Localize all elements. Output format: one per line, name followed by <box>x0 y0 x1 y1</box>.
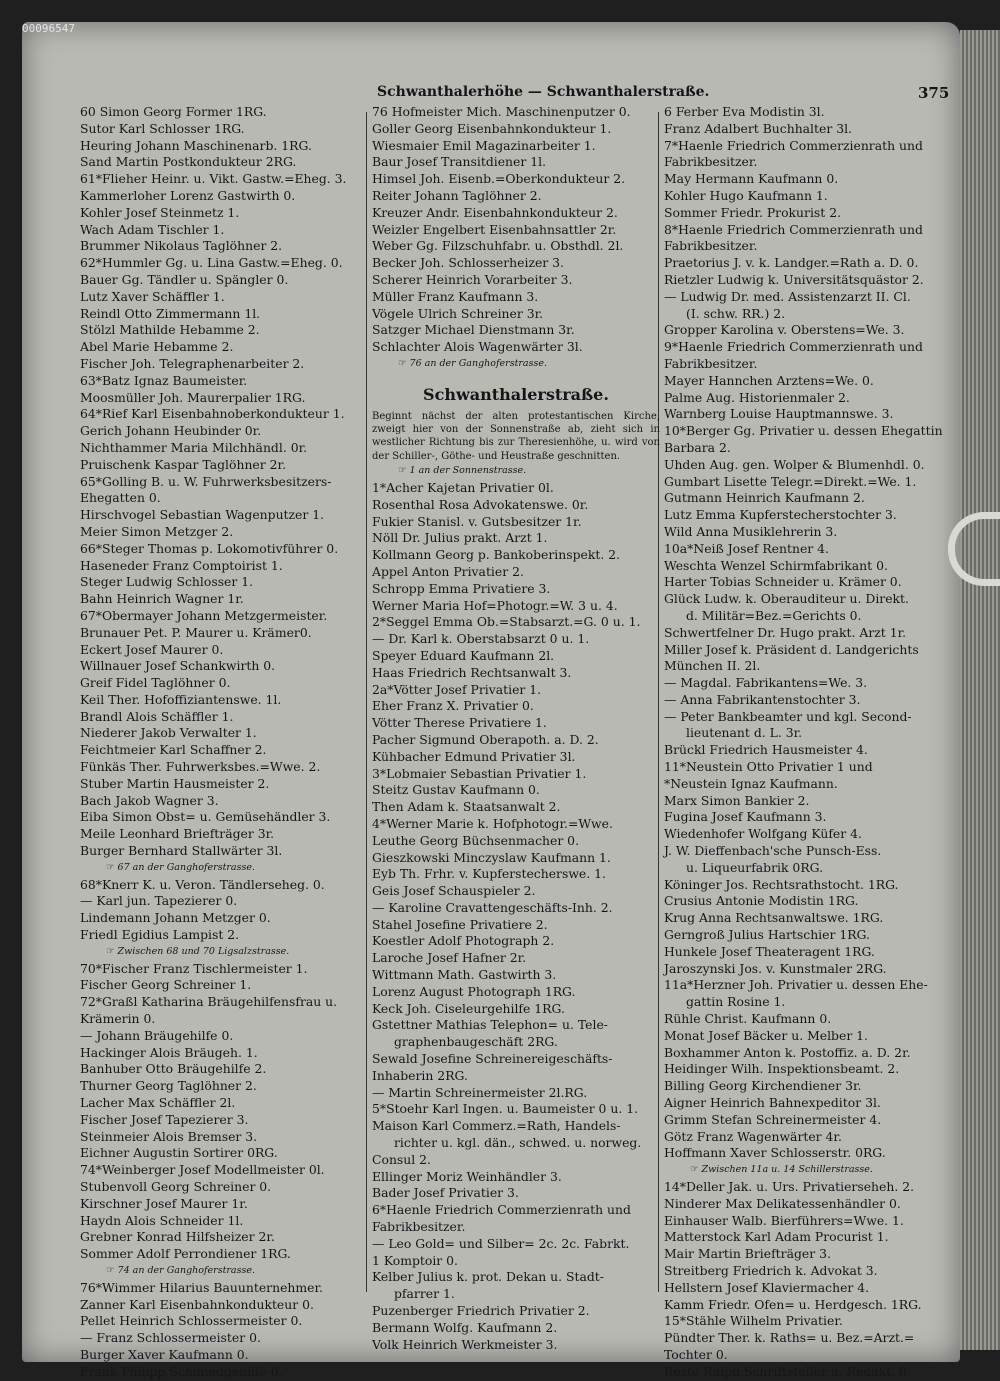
directory-entry: Keck Joh. Ciseleurgehilfe 1RG. <box>372 1000 565 1016</box>
directory-entry: Reindl Otto Zimmermann 1l. <box>80 305 261 321</box>
directory-entry: 61*Flieher Heinr. u. Vikt. Gastw.=Eheg. 3. <box>80 171 347 187</box>
directory-entry: Baur Josef Transitdiener 1l. <box>372 154 547 170</box>
directory-entry: Kamm Friedr. Ofen= u. Herdgesch. 1RG. <box>664 1296 922 1312</box>
directory-entry: Vötter Therese Privatiere 1. <box>372 715 547 731</box>
directory-entry: Bader Josef Privatier 3. <box>372 1185 519 1201</box>
directory-entry: Bach Jakob Wagner 3. <box>80 792 219 808</box>
directory-entry: 76 Hofmeister Mich. Maschinenputzer 0. <box>372 104 631 119</box>
directory-entry: 67*Obermayer Johann Metzgermeister. <box>80 607 328 623</box>
directory-entry: Fabrikbesitzer. <box>664 154 758 170</box>
directory-entry: — Franz Schlossermeister 0. <box>80 1330 261 1346</box>
directory-entry: Frank Philipp Schmiedgehilfe 0. <box>80 1363 283 1379</box>
directory-entry: Fabrikbesitzer. <box>664 355 758 371</box>
directory-entry: Bahn Heinrich Wagner 1r. <box>80 591 244 607</box>
directory-entry: Brunauer Pet. P. Maurer u. Krämer0. <box>80 624 312 640</box>
directory-entry: u. Liqueurfabrik 0RG. <box>686 859 824 875</box>
directory-entry: 2*Seggel Emma Ob.=Stabsarzt.=G. 0 u. 1. <box>372 614 641 630</box>
directory-entry: Pellet Heinrich Schlossermeister 0. <box>80 1313 303 1329</box>
directory-entry: Sommer Friedr. Prokurist 2. <box>664 204 842 220</box>
directory-entry: Haas Friedrich Rechtsanwalt 3. <box>372 664 572 680</box>
directory-entry: Willnauer Josef Schankwirth 0. <box>80 658 276 674</box>
directory-entry: Inhaberin 2RG. <box>372 1067 468 1083</box>
column-middle <box>372 104 660 1353</box>
directory-entry: Weizler Engelbert Eisenbahnsattler 2r. <box>372 221 617 237</box>
directory-entry: Einhauser Walb. Bierführers=Wwe. 1. <box>664 1212 904 1228</box>
directory-entry: Mair Martin Briefträger 3. <box>664 1246 831 1262</box>
directory-entry: Matterstock Karl Adam Procurist 1. <box>664 1229 889 1245</box>
directory-entry: 7*Haenle Friedrich Commerzienrath und <box>664 137 923 153</box>
directory-entry: Wiedenhofer Wolfgang Küfer 4. <box>664 826 862 842</box>
directory-entry: Hunkele Josef Theateragent 1RG. <box>664 943 875 959</box>
directory-entry: Laroche Josef Hafner 2r. <box>372 950 527 966</box>
directory-entry: Köninger Jos. Rechtsrathstocht. 1RG. <box>664 876 899 892</box>
directory-entry: Gieszkowski Minczyslaw Kaufmann 1. <box>372 849 611 865</box>
directory-entry: Wiesmaier Emil Magazinarbeiter 1. <box>372 137 596 153</box>
directory-entry: 63*Batz Ignaz Baumeister. <box>80 372 248 388</box>
directory-entry: Miller Josef k. Präsident d. Landgerichts <box>664 641 919 657</box>
directory-entry: 68*Knerr K. u. Veron. Tändlerseheg. 0. <box>80 876 325 892</box>
directory-entry: 5*Stoehr Karl Ingen. u. Baumeister 0 u. 1. <box>372 1101 639 1117</box>
directory-entry: Speyer Eduard Kaufmann 2l. <box>372 647 555 663</box>
directory-entry: Leuthe Georg Büchsenmacher 0. <box>372 832 580 848</box>
directory-entry: Reste Ralph Schriftsteller u. Redakt. 0. <box>664 1363 911 1379</box>
section-title: Schwanthalerstraße. <box>423 384 609 404</box>
directory-entry: *Neustein Ignaz Kaufmann. <box>664 775 838 791</box>
directory-entry: Mayer Hannchen Arztens=We. 0. <box>664 372 874 388</box>
directory-entry: Eyb Th. Frhr. v. Kupferstecherswe. 1. <box>372 866 606 882</box>
directory-entry: Meier Simon Metzger 2. <box>80 523 234 539</box>
column-middle-bottom <box>372 463 660 1353</box>
directory-entry: Stölzl Mathilde Hebamme 2. <box>80 322 260 338</box>
scan-stamp: 00096547 <box>22 22 75 35</box>
directory-entry: Schlachter Alois Wagenwärter 3l. <box>372 339 583 355</box>
directory-entry: Marx Simon Bankier 2. <box>664 792 810 808</box>
directory-entry: Kreuzer Andr. Eisenbahnkondukteur 2. <box>372 204 618 220</box>
directory-entry: Sand Martin Postkondukteur 2RG. <box>80 154 297 170</box>
directory-entry: 74*Weinberger Josef Modellmeister 0l. <box>80 1162 325 1178</box>
directory-entry: Fischer Josef Tapezierer 3. <box>80 1111 249 1127</box>
column-middle-top <box>372 104 660 373</box>
directory-entry: Hackinger Alois Bräugeh. 1. <box>80 1044 258 1060</box>
directory-entry: Rosenthal Rosa Advokatenswe. 0r. <box>372 496 589 512</box>
directory-entry: Gumbart Lisette Telegr.=Direkt.=We. 1. <box>664 473 917 489</box>
directory-entry: — Karoline Cravattengeschäfts-Inh. 2. <box>372 899 613 915</box>
directory-entry: Stubenvoll Georg Schreiner 0. <box>80 1179 272 1194</box>
directory-entry: Puzenberger Friedrich Privatier 2. <box>372 1303 590 1319</box>
directory-entry: 6*Haenle Friedrich Commerzienrath und <box>372 1202 631 1218</box>
directory-entry: Goller Georg Eisenbahnkondukteur 1. <box>372 120 612 136</box>
directory-entry: Fukier Stanisl. v. Gutsbesitzer 1r. <box>372 513 582 529</box>
directory-entry: 2a*Vötter Josef Privatier 1. <box>372 681 542 697</box>
directory-entry: Sommer Adolf Perrondiener 1RG. <box>80 1246 291 1262</box>
directory-entry: Rietzler Ludwig k. Universitätsquästor 2. <box>664 271 924 287</box>
directory-entry: Wach Adam Tischler 1. <box>80 221 225 237</box>
directory-entry: Crusius Antonie Modistin 1RG. <box>664 893 859 909</box>
directory-entry: Lacher Max Schäffler 2l. <box>80 1095 236 1111</box>
directory-entry: 15*Stähle Wilhelm Privatier. <box>664 1313 843 1329</box>
directory-entry: Vögele Ulrich Schreiner 3r. <box>372 305 544 321</box>
directory-entry: — Peter Bankbeamter und kgl. Second- <box>664 708 912 724</box>
directory-entry: Consul 2. <box>372 1151 431 1167</box>
directory-entry: Warnberg Louise Hauptmannswe. 3. <box>664 406 894 422</box>
directory-entry: Niederer Jakob Verwalter 1. <box>80 725 257 741</box>
directory-entry: Kohler Josef Steinmetz 1. <box>80 204 240 220</box>
cross-street-note: ☞ Zwischen 68 und 70 Ligsalzstrasse. <box>80 944 368 961</box>
directory-entry: — Martin Schreinermeister 2l.RG. <box>372 1084 588 1100</box>
directory-entry: pfarrer 1. <box>394 1286 455 1302</box>
directory-entry: 65*Golling B. u. W. Fuhrwerksbesitzers- <box>80 473 332 489</box>
directory-entry: Pündter Ther. k. Raths= u. Bez.=Arzt.= <box>664 1330 915 1346</box>
directory-entry: 1*Acher Kajetan Privatier 0l. <box>372 479 554 495</box>
cross-street-note: ☞ 1 an der Sonnenstrasse. <box>372 463 660 480</box>
directory-entry: Steitz Gustav Kaufmann 0. <box>372 782 540 798</box>
directory-entry: Palme Aug. Historienmaler 2. <box>664 389 850 405</box>
directory-entry: Zanner Karl Eisenbahnkondukteur 0. <box>80 1296 314 1312</box>
directory-entry: Steger Ludwig Schlosser 1. <box>80 574 254 590</box>
directory-entry: Fugina Josef Kaufmann 3. <box>664 809 827 825</box>
directory-entry: Ellinger Moriz Weinhändler 3. <box>372 1168 562 1184</box>
directory-entry: Hoffmann Xaver Schlosserstr. 0RG. <box>664 1145 886 1161</box>
directory-entry: — Leo Gold= und Silber= 2c. 2c. Fabrkt. <box>372 1235 630 1251</box>
directory-entry: Wild Anna Musiklehrerin 3. <box>664 523 838 539</box>
directory-entry: Scherer Heinrich Vorarbeiter 3. <box>372 271 573 287</box>
directory-entry: Fischer Joh. Telegraphenarbeiter 2. <box>80 355 305 371</box>
directory-entry: Burger Xaver Kaufmann 0. <box>80 1346 249 1362</box>
directory-entry: Nichthammer Maria Milchhändl. 0r. <box>80 439 308 455</box>
page-edges <box>960 30 1000 1350</box>
directory-entry: d. Militär=Bez.=Gerichts 0. <box>686 607 862 623</box>
directory-entry: Wittmann Math. Gastwirth 3. <box>372 967 557 983</box>
directory-entry: 14*Deller Jak. u. Urs. Privatierseheh. 2. <box>664 1179 915 1194</box>
directory-entry: Heuring Johann Maschinenarb. 1RG. <box>80 137 312 153</box>
directory-entry: Appel Anton Privatier 2. <box>372 563 524 579</box>
directory-entry: Fünkäs Ther. Fuhrwerksbes.=Wwe. 2. <box>80 759 321 775</box>
cross-street-note: ☞ 76 an der Ganghoferstrasse. <box>372 356 660 373</box>
directory-entry: 11a*Herzner Joh. Privatier u. dessen Ehe- <box>664 977 928 993</box>
directory-entry: Glück Ludw. k. Oberauditeur u. Direkt. <box>664 591 909 607</box>
directory-entry: Satzger Michael Dienstmann 3r. <box>372 322 575 338</box>
directory-entry: Eckert Josef Maurer 0. <box>80 641 224 657</box>
directory-entry: Brückl Friedrich Hausmeister 4. <box>664 742 868 758</box>
directory-entry: Stahel Josefine Privatiere 2. <box>372 916 548 932</box>
directory-entry: Friedl Egidius Lampist 2. <box>80 927 240 943</box>
directory-entry: Koestler Adolf Photograph 2. <box>372 933 555 949</box>
directory-entry: Schropp Emma Privatiere 3. <box>372 580 551 596</box>
directory-entry: Gerngroß Julius Hartschier 1RG. <box>664 927 870 943</box>
directory-entry: Rühle Christ. Kaufmann 0. <box>664 1011 832 1027</box>
directory-entry: Tochter 0. <box>664 1346 728 1362</box>
directory-entry: Götz Franz Wagenwärter 4r. <box>664 1128 842 1144</box>
directory-entry: May Hermann Kaufmann 0. <box>664 171 839 187</box>
directory-entry: 70*Fischer Franz Tischlermeister 1. <box>80 960 308 976</box>
directory-entry: Geis Josef Schauspieler 2. <box>372 883 536 899</box>
directory-entry: 9*Haenle Friedrich Commerzienrath und <box>664 339 923 355</box>
directory-page <box>22 22 960 1379</box>
column-right <box>664 104 954 1381</box>
directory-entry: Jaroszynski Jos. v. Kunstmaler 2RG. <box>664 960 887 976</box>
directory-entry: Streitberg Friedrich k. Advokat 3. <box>664 1262 878 1278</box>
directory-entry: 11*Neustein Otto Privatier 1 und <box>664 759 873 775</box>
directory-entry: Fischer Georg Schreiner 1. <box>80 977 252 993</box>
directory-entry: Grebner Konrad Hilfsheizer 2r. <box>80 1229 275 1245</box>
directory-entry: 64*Rief Karl Eisenbahnoberkondukteur 1. <box>80 406 345 422</box>
directory-entry: 72*Graßl Katharina Bräugehilfensfrau u. <box>80 994 338 1010</box>
directory-entry: Greif Fidel Taglöhner 0. <box>80 675 231 691</box>
directory-entry: 66*Steger Thomas p. Lokomotivführer 0. <box>80 540 339 556</box>
directory-entry: 8*Haenle Friedrich Commerzienrath und <box>664 221 923 237</box>
directory-entry: Steinmeier Alois Bremser 3. <box>80 1128 258 1144</box>
directory-entry: gattin Rosine 1. <box>686 994 786 1010</box>
directory-entry: 4*Werner Marie k. Hofphotogr.=Wwe. <box>372 815 613 831</box>
directory-entry: Gutmann Heinrich Kaufmann 2. <box>664 490 865 506</box>
directory-entry: Fabrikbesitzer. <box>664 238 758 254</box>
directory-entry: Stuber Martin Hausmeister 2. <box>80 775 270 791</box>
directory-entry: Werner Maria Hof=Photogr.=W. 3 u. 4. <box>372 597 618 613</box>
directory-entry: graphenbaugeschäft 2RG. <box>394 1034 558 1050</box>
directory-entry: Krämerin 0. <box>80 1011 156 1027</box>
directory-entry: 3*Lobmaier Sebastian Privatier 1. <box>372 765 587 781</box>
directory-entry: Weber Gg. Filzschuhfabr. u. Obsthdl. 2l. <box>372 238 624 254</box>
directory-entry: Lutz Emma Kupferstecherstochter 3. <box>664 507 897 523</box>
directory-entry: Moosmüller Joh. Maurerpalier 1RG. <box>80 389 306 405</box>
directory-entry: Kollmann Georg p. Bankoberinspekt. 2. <box>372 547 621 563</box>
directory-entry: Sutor Karl Schlosser 1RG. <box>80 120 245 136</box>
directory-entry: Ninderer Max Delikatessenhändler 0. <box>664 1195 901 1211</box>
directory-entry: — Ludwig Dr. med. Assistenzarzt II. Cl. <box>664 288 911 304</box>
directory-entry: Schwertfelner Dr. Hugo prakt. Arzt 1r. <box>664 624 907 640</box>
directory-entry: Eher Franz X. Privatier 0. <box>372 698 534 714</box>
directory-entry: 6 Ferber Eva Modistin 3l. <box>664 104 825 119</box>
street-description: Beginnt nächst der alten protestantischen Kirche, zweigt hier von der Sonnenstraße ab, zieht sich in westlicher Richtung bis zur Theresienhöhe, u. wird von der Schiller-, Göthe- und Heustraße geschnitten. <box>372 410 660 462</box>
directory-entry: Becker Joh. Schlosserheizer 3. <box>372 255 564 271</box>
directory-entry: Monat Josef Bäcker u. Melber 1. <box>664 1027 868 1043</box>
page-number: 375 <box>918 84 950 102</box>
directory-entry: Feichtmeier Karl Schaffner 2. <box>80 742 267 758</box>
directory-entry: richter u. kgl. dän., schwed. u. norweg. <box>394 1135 642 1151</box>
directory-entry: Billing Georg Kirchendiener 3r. <box>664 1078 862 1094</box>
directory-entry: lieutenant d. L. 3r. <box>686 725 803 741</box>
directory-entry: Gerich Johann Heubinder 0r. <box>80 423 262 439</box>
directory-entry: Uhden Aug. gen. Wolper & Blumenhdl. 0. <box>664 456 925 472</box>
directory-entry: Eichner Augustin Sortirer 0RG. <box>80 1145 278 1161</box>
directory-entry: Fabrikbesitzer. <box>372 1219 466 1235</box>
directory-entry: — Karl jun. Tapezierer 0. <box>80 893 238 909</box>
directory-entry: Kühbacher Edmund Privatier 3l. <box>372 748 576 764</box>
directory-entry: Franz Adalbert Buchhalter 3l. <box>664 120 852 136</box>
directory-entry: Bauer Gg. Tändler u. Spängler 0. <box>80 271 289 287</box>
directory-entry: Maison Karl Commerz.=Rath, Handels- <box>372 1118 621 1134</box>
directory-entry: Abel Marie Hebamme 2. <box>80 339 234 355</box>
directory-entry: Aigner Heinrich Bahnexpeditor 3l. <box>664 1095 881 1111</box>
directory-entry: Lindemann Johann Metzger 0. <box>80 910 271 926</box>
directory-entry: Burger Bernhard Stallwärter 3l. <box>80 843 283 859</box>
directory-entry: 10a*Neiß Josef Rentner 4. <box>664 540 829 556</box>
directory-entry: — Magdal. Fabrikantens=We. 3. <box>664 675 868 691</box>
directory-entry: Krug Anna Rechtsanwaltswe. 1RG. <box>664 910 884 926</box>
directory-entry: Kelber Julius k. prot. Dekan u. Stadt- <box>372 1269 604 1285</box>
directory-entry: Gropper Karolina v. Oberstens=We. 3. <box>664 322 905 338</box>
directory-entry: Nöll Dr. Julius prakt. Arzt 1. <box>372 530 548 546</box>
directory-entry: Bermann Wolfg. Kaufmann 2. <box>372 1319 558 1335</box>
directory-entry: — Anna Fabrikantenstochter 3. <box>664 691 861 707</box>
cross-street-note: ☞ 74 an der Ganghoferstrasse. <box>80 1263 368 1280</box>
directory-entry: Boxhammer Anton k. Postoffiz. a. D. 2r. <box>664 1044 911 1060</box>
directory-entry: Gstettner Mathias Telephon= u. Tele- <box>372 1017 608 1033</box>
directory-entry: Harter Tobias Schneider u. Krämer 0. <box>664 574 902 590</box>
directory-entry: Haseneder Franz Comptoirist 1. <box>80 557 283 573</box>
directory-entry: Eiba Simon Obst= u. Gemüsehändler 3. <box>80 809 331 825</box>
directory-entry: Weschta Wenzel Schirmfabrikant 0. <box>664 557 888 573</box>
directory-entry: — Dr. Karl k. Oberstabsarzt 0 u. 1. <box>372 631 590 647</box>
directory-entry: Kammerloher Lorenz Gastwirth 0. <box>80 187 296 203</box>
directory-entry: Banhuber Otto Bräugehilfe 2. <box>80 1061 267 1077</box>
directory-entry: Haydn Alois Schneider 1l. <box>80 1212 244 1228</box>
directory-entry: Meile Leonhard Briefträger 3r. <box>80 826 275 842</box>
directory-entry: Müller Franz Kaufmann 3. <box>372 288 539 304</box>
directory-entry: Praetorius J. v. k. Landger.=Rath a. D. 0. <box>664 255 919 271</box>
directory-entry: 60 Simon Georg Former 1RG. <box>80 104 267 119</box>
directory-entry: Pruischenk Kaspar Taglöhner 2r. <box>80 456 287 472</box>
directory-entry: Hellstern Josef Klaviermacher 4. <box>664 1279 870 1295</box>
directory-entry: Heidinger Wilh. Inspektionsbeamt. 2. <box>664 1061 900 1077</box>
directory-entry: München II. 2l. <box>664 658 761 674</box>
directory-entry: (I. schw. RR.) 2. <box>686 305 786 321</box>
directory-entry: Himsel Joh. Eisenb.=Oberkondukteur 2. <box>372 171 626 187</box>
directory-entry: Barbara 2. <box>664 439 731 455</box>
cross-street-note: ☞ Zwischen 11a u. 14 Schillerstrasse. <box>664 1162 954 1179</box>
directory-entry: Hirschvogel Sebastian Wagenputzer 1. <box>80 507 325 523</box>
running-head: Schwanthalerhöhe — Schwanthalerstraße. <box>377 84 710 100</box>
directory-entry: Lutz Xaver Schäffler 1. <box>80 288 225 304</box>
directory-entry: Volk Heinrich Werkmeister 3. <box>372 1336 558 1352</box>
directory-entry: Brandl Alois Schäffler 1. <box>80 708 234 724</box>
column-left <box>80 104 368 1381</box>
directory-entry: Pacher Sigmund Oberapoth. a. D. 2. <box>372 731 599 747</box>
directory-entry: Then Adam k. Staatsanwalt 2. <box>372 799 561 815</box>
directory-entry: Lorenz August Photograph 1RG. <box>372 983 576 999</box>
directory-entry: Grimm Stefan Schreinermeister 4. <box>664 1111 882 1127</box>
directory-entry: Kohler Hugo Kaufmann 1. <box>664 187 828 203</box>
directory-entry: Ehegatten 0. <box>80 490 161 506</box>
directory-entry: 10*Berger Gg. Privatier u. dessen Ehegattin <box>664 423 943 439</box>
directory-entry: 62*Hummler Gg. u. Lina Gastw.=Eheg. 0. <box>80 255 343 271</box>
directory-entry: Thurner Georg Taglöhner 2. <box>80 1078 257 1094</box>
cross-street-note: ☞ 67 an der Ganghoferstrasse. <box>80 860 368 877</box>
directory-entry: — Johann Bräugehilfe 0. <box>80 1027 234 1043</box>
directory-entry: Keil Ther. Hofoffiziantenswe. 1l. <box>80 691 282 707</box>
directory-entry: Kirschner Josef Maurer 1r. <box>80 1195 248 1211</box>
directory-entry: 1 Komptoir 0. <box>372 1252 458 1268</box>
directory-entry: J. W. Dieffenbach'sche Punsch-Ess. <box>664 843 882 859</box>
directory-entry: Reiter Johann Taglöhner 2. <box>372 187 542 203</box>
directory-entry: Sewald Josefine Schreinereigeschäfts- <box>372 1051 613 1067</box>
directory-entry: 76*Wimmer Hilarius Bauunternehmer. <box>80 1279 323 1295</box>
directory-entry: Brummer Nikolaus Taglöhner 2. <box>80 238 283 254</box>
